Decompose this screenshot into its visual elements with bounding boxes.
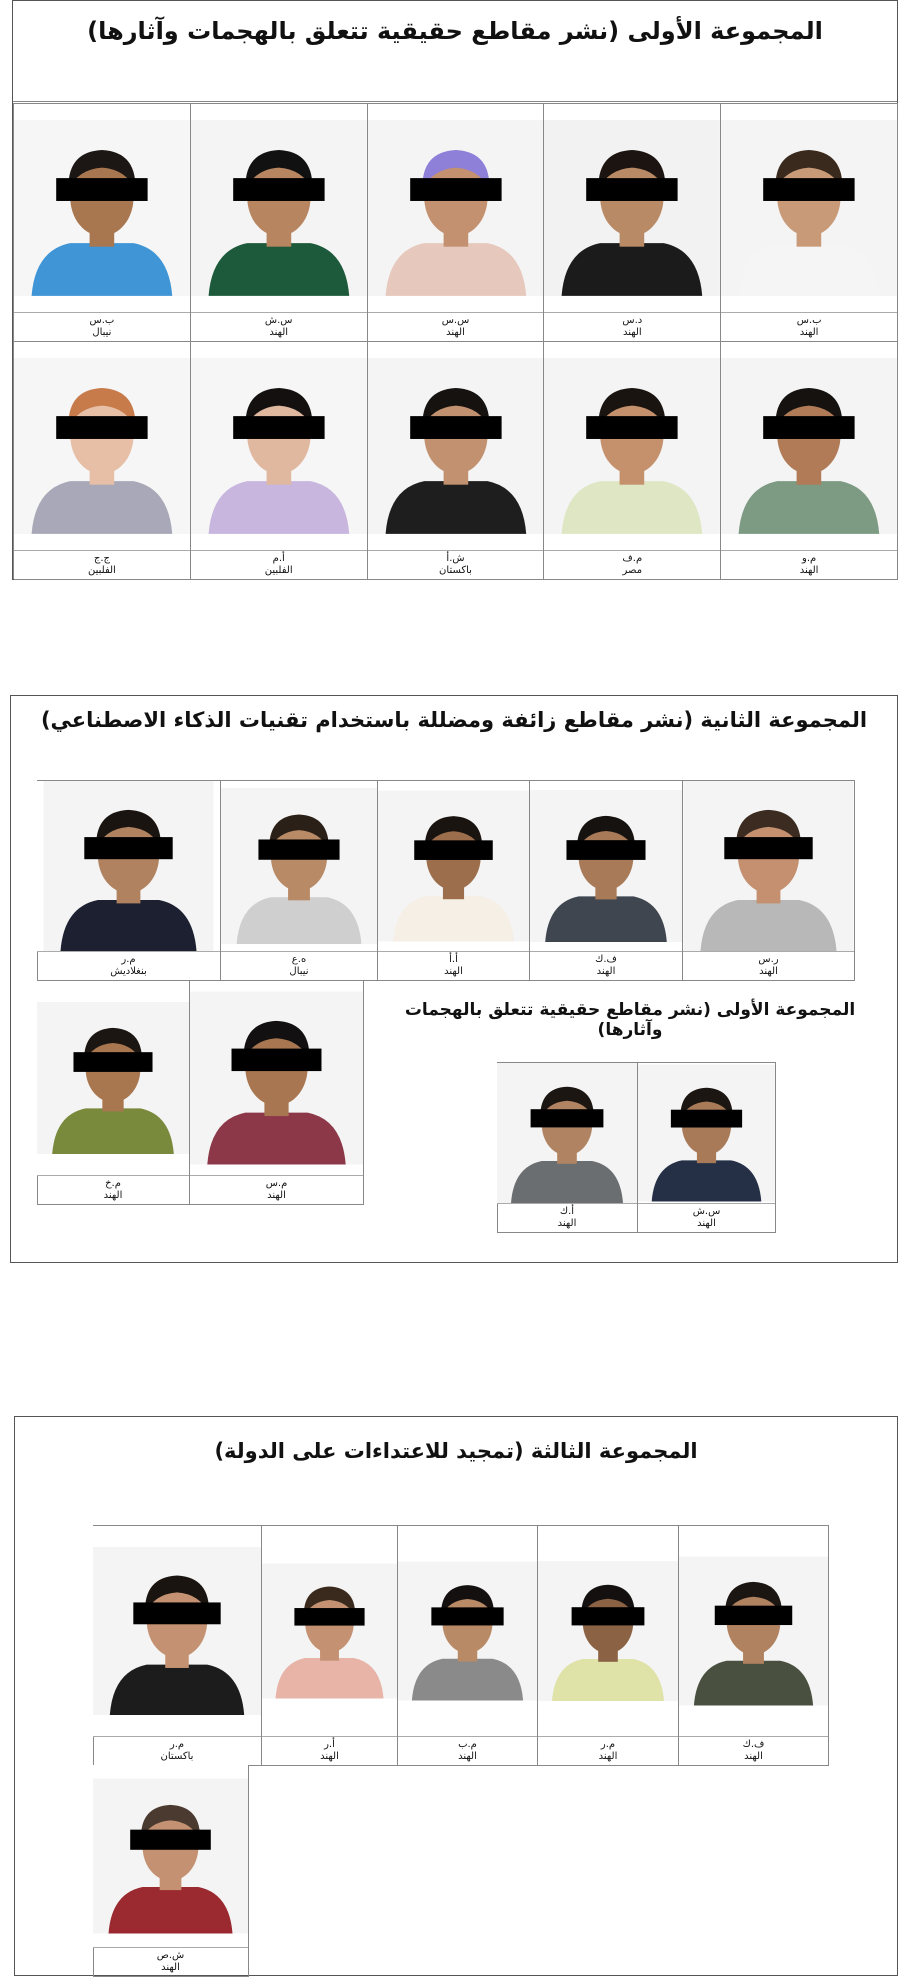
person-photo bbox=[93, 1765, 248, 1948]
person-country: الهند bbox=[697, 1218, 716, 1229]
person-initials: ش.ص bbox=[156, 1950, 185, 1961]
person-photo bbox=[191, 342, 367, 551]
person-caption bbox=[530, 952, 682, 980]
person-initials: س.ش bbox=[692, 1206, 721, 1217]
portrait-illustration bbox=[530, 781, 682, 951]
person-country: الهند bbox=[799, 565, 819, 576]
portrait-illustration bbox=[683, 781, 854, 951]
person-country: الهند bbox=[759, 966, 778, 977]
portrait-illustration bbox=[378, 781, 529, 951]
person-card bbox=[721, 342, 898, 580]
person-country: الهند bbox=[598, 1751, 618, 1762]
person-initials: أ.م bbox=[272, 553, 285, 564]
censor-bar bbox=[763, 416, 854, 439]
person-caption bbox=[93, 1948, 248, 1976]
person-caption bbox=[638, 1204, 775, 1232]
person-country: باكستان bbox=[439, 565, 472, 576]
person-card bbox=[37, 781, 221, 981]
person-caption bbox=[221, 952, 377, 980]
person-photo bbox=[721, 342, 897, 551]
person-initials: ش.أ bbox=[446, 553, 465, 564]
portrait-illustration bbox=[190, 981, 363, 1175]
person-initials: أ.ر bbox=[324, 1739, 335, 1750]
censor-bar bbox=[73, 1052, 152, 1072]
person-photo bbox=[221, 781, 377, 952]
portrait-illustration bbox=[191, 104, 367, 312]
person-caption bbox=[37, 952, 220, 980]
person-caption bbox=[191, 313, 367, 341]
censor-bar bbox=[431, 1607, 503, 1625]
person-photo bbox=[14, 104, 190, 313]
portrait-illustration bbox=[368, 342, 544, 550]
person-country: نيبال bbox=[92, 327, 112, 338]
person-initials: ب.س bbox=[89, 315, 115, 326]
person-card bbox=[638, 1063, 776, 1233]
person-caption bbox=[679, 1737, 828, 1765]
person-country: الهند bbox=[103, 1190, 123, 1201]
censor-bar bbox=[232, 1049, 322, 1071]
censor-bar bbox=[587, 416, 678, 439]
censor-bar bbox=[572, 1607, 645, 1625]
section-2-subtitle: المجموعة الأولى (نشر مقاطع حقيقية تتعلق بالهجمات وآثارها) bbox=[404, 1000, 856, 1040]
portrait-illustration bbox=[544, 104, 720, 312]
person-country: الهند bbox=[267, 1190, 286, 1201]
section-3-grid-row2 bbox=[93, 1765, 249, 1977]
person-photo bbox=[679, 1526, 828, 1737]
portrait-illustration bbox=[221, 781, 377, 951]
censor-bar bbox=[724, 837, 812, 859]
section-3-frame bbox=[14, 1416, 898, 1976]
portrait-illustration bbox=[368, 104, 544, 312]
censor-bar bbox=[130, 1830, 211, 1850]
portrait-illustration bbox=[262, 1526, 397, 1736]
censor-bar bbox=[56, 416, 147, 439]
person-initials: م.ر bbox=[121, 954, 136, 965]
person-caption bbox=[14, 313, 190, 341]
person-country: الفلبين bbox=[87, 565, 116, 576]
censor-bar bbox=[414, 840, 493, 860]
portrait-illustration bbox=[544, 342, 720, 550]
section-2-frame bbox=[10, 695, 898, 1263]
person-photo bbox=[398, 1526, 537, 1737]
person-country: الهند bbox=[799, 327, 819, 338]
portrait-illustration bbox=[14, 342, 190, 550]
person-country: الهند bbox=[269, 327, 289, 338]
person-photo bbox=[683, 781, 854, 952]
person-card bbox=[14, 342, 191, 580]
person-photo bbox=[262, 1526, 397, 1737]
person-country: الهند bbox=[446, 327, 465, 338]
section-1-frame bbox=[12, 0, 898, 580]
person-country: بنغلاديش bbox=[110, 966, 147, 977]
person-card bbox=[190, 981, 364, 1205]
person-initials: س.س bbox=[441, 315, 470, 326]
person-photo bbox=[368, 342, 544, 551]
portrait-illustration bbox=[93, 1765, 248, 1947]
person-country: نيبال bbox=[289, 966, 309, 977]
person-card bbox=[14, 104, 191, 342]
person-initials: أ.ك bbox=[559, 1206, 575, 1217]
portrait-illustration bbox=[37, 981, 189, 1175]
person-initials: م.ب bbox=[458, 1739, 477, 1750]
person-country: الهند bbox=[458, 1751, 477, 1762]
person-card bbox=[93, 1765, 249, 1977]
person-caption bbox=[93, 1737, 261, 1765]
person-card bbox=[191, 342, 368, 580]
person-initials: ر.س bbox=[758, 954, 779, 965]
person-country: باكستان bbox=[160, 1751, 194, 1762]
person-initials: م.ر bbox=[600, 1739, 616, 1750]
portrait-illustration bbox=[398, 1526, 537, 1736]
person-initials: م.خ bbox=[105, 1178, 121, 1189]
person-photo bbox=[37, 981, 189, 1176]
person-photo bbox=[37, 781, 220, 952]
person-photo bbox=[497, 1063, 637, 1204]
person-photo bbox=[721, 104, 897, 313]
censor-bar bbox=[763, 178, 854, 201]
person-country: مصر bbox=[622, 565, 643, 576]
person-card bbox=[378, 781, 530, 981]
censor-bar bbox=[531, 1109, 604, 1127]
section-1-divider bbox=[13, 101, 897, 102]
person-card bbox=[191, 104, 368, 342]
person-country: الهند bbox=[744, 1751, 763, 1762]
person-initials: ب.س bbox=[796, 315, 822, 326]
portrait-illustration bbox=[93, 1526, 261, 1736]
person-caption bbox=[497, 1204, 637, 1232]
person-initials: م.و bbox=[802, 553, 817, 564]
person-caption bbox=[368, 551, 544, 579]
censor-bar bbox=[715, 1606, 792, 1625]
section-3-title: المجموعة الثالثة (تمجيد للاعتداءات على الدولة) bbox=[214, 1439, 698, 1463]
person-card bbox=[93, 1526, 262, 1766]
portrait-illustration bbox=[497, 1063, 637, 1203]
section-2-grid-row2 bbox=[37, 980, 364, 1204]
person-photo bbox=[368, 104, 544, 313]
person-card bbox=[221, 781, 378, 981]
person-initials: أ.أ bbox=[449, 954, 458, 965]
person-card bbox=[721, 104, 898, 342]
censor-bar bbox=[133, 1602, 220, 1624]
person-caption bbox=[378, 952, 529, 980]
censor-bar bbox=[258, 839, 339, 859]
section-2-grid-extra bbox=[497, 1062, 776, 1232]
person-caption bbox=[191, 551, 367, 579]
portrait-illustration bbox=[191, 342, 367, 550]
person-card bbox=[368, 342, 545, 580]
person-country: الهند bbox=[444, 966, 463, 977]
person-country: الفلبين bbox=[264, 565, 293, 576]
portrait-illustration bbox=[37, 781, 220, 951]
censor-bar bbox=[587, 178, 678, 201]
person-card bbox=[398, 1526, 538, 1766]
person-initials: م.ر bbox=[169, 1739, 185, 1750]
person-card bbox=[368, 104, 545, 342]
censor-bar bbox=[294, 1608, 364, 1626]
portrait-illustration bbox=[721, 104, 897, 312]
portrait-illustration bbox=[638, 1063, 775, 1203]
person-photo bbox=[14, 342, 190, 551]
person-caption bbox=[721, 313, 897, 341]
person-caption bbox=[37, 1176, 189, 1204]
censor-bar bbox=[233, 178, 324, 201]
person-caption bbox=[544, 313, 720, 341]
censor-bar bbox=[84, 837, 172, 859]
person-caption bbox=[14, 551, 190, 579]
person-country: الهند bbox=[161, 1962, 180, 1973]
censor-bar bbox=[410, 416, 501, 439]
person-caption bbox=[398, 1737, 537, 1765]
person-photo bbox=[638, 1063, 775, 1204]
person-caption bbox=[262, 1737, 397, 1765]
person-caption bbox=[544, 551, 720, 579]
censor-bar bbox=[566, 840, 645, 860]
person-photo bbox=[93, 1526, 261, 1737]
censor-bar bbox=[56, 178, 147, 201]
person-photo bbox=[544, 104, 720, 313]
person-card bbox=[37, 981, 190, 1205]
person-photo bbox=[190, 981, 363, 1176]
person-country: الهند bbox=[320, 1751, 339, 1762]
person-photo bbox=[538, 1526, 678, 1737]
portrait-illustration bbox=[14, 104, 190, 312]
portrait-illustration bbox=[679, 1526, 828, 1736]
person-caption bbox=[368, 313, 544, 341]
person-card bbox=[530, 781, 683, 981]
person-card bbox=[683, 781, 855, 981]
person-photo bbox=[544, 342, 720, 551]
person-initials: ف.ك bbox=[595, 954, 617, 965]
censor-bar bbox=[233, 416, 324, 439]
person-photo bbox=[378, 781, 529, 952]
person-caption bbox=[538, 1737, 678, 1765]
person-initials: ف.ك bbox=[742, 1739, 765, 1750]
person-initials: د.س bbox=[622, 315, 643, 326]
person-initials: م.ف bbox=[622, 553, 643, 564]
censor-bar bbox=[410, 178, 501, 201]
person-initials: ه.ع bbox=[291, 954, 307, 965]
person-country: الهند bbox=[557, 1218, 577, 1229]
person-initials: ج.ج bbox=[93, 553, 110, 564]
section-2-title: المجموعة الثانية (نشر مقاطع زائفة ومضللة باستخدام تقنيات الذكاء الاصطناعي) bbox=[40, 708, 868, 732]
person-caption bbox=[721, 551, 897, 579]
person-card bbox=[544, 342, 721, 580]
person-country: الهند bbox=[596, 966, 616, 977]
person-card bbox=[679, 1526, 829, 1766]
section-2-grid-row1 bbox=[37, 780, 855, 980]
person-photo bbox=[530, 781, 682, 952]
person-card bbox=[544, 104, 721, 342]
section-1-grid bbox=[13, 103, 898, 579]
portrait-illustration bbox=[538, 1526, 678, 1736]
person-caption bbox=[190, 1176, 363, 1204]
section-1-title: المجموعة الأولى (نشر مقاطع حقيقية تتعلق بالهجمات وآثارها) bbox=[87, 17, 823, 45]
person-card bbox=[262, 1526, 398, 1766]
section-3-grid-row1 bbox=[93, 1525, 829, 1765]
person-initials: س.ش bbox=[264, 315, 293, 326]
person-country: الهند bbox=[622, 327, 642, 338]
person-initials: م.س bbox=[265, 1178, 288, 1189]
portrait-illustration bbox=[721, 342, 897, 550]
censor-bar bbox=[671, 1110, 742, 1128]
person-card bbox=[538, 1526, 679, 1766]
person-photo bbox=[191, 104, 367, 313]
person-caption bbox=[683, 952, 854, 980]
person-card bbox=[497, 1063, 638, 1233]
